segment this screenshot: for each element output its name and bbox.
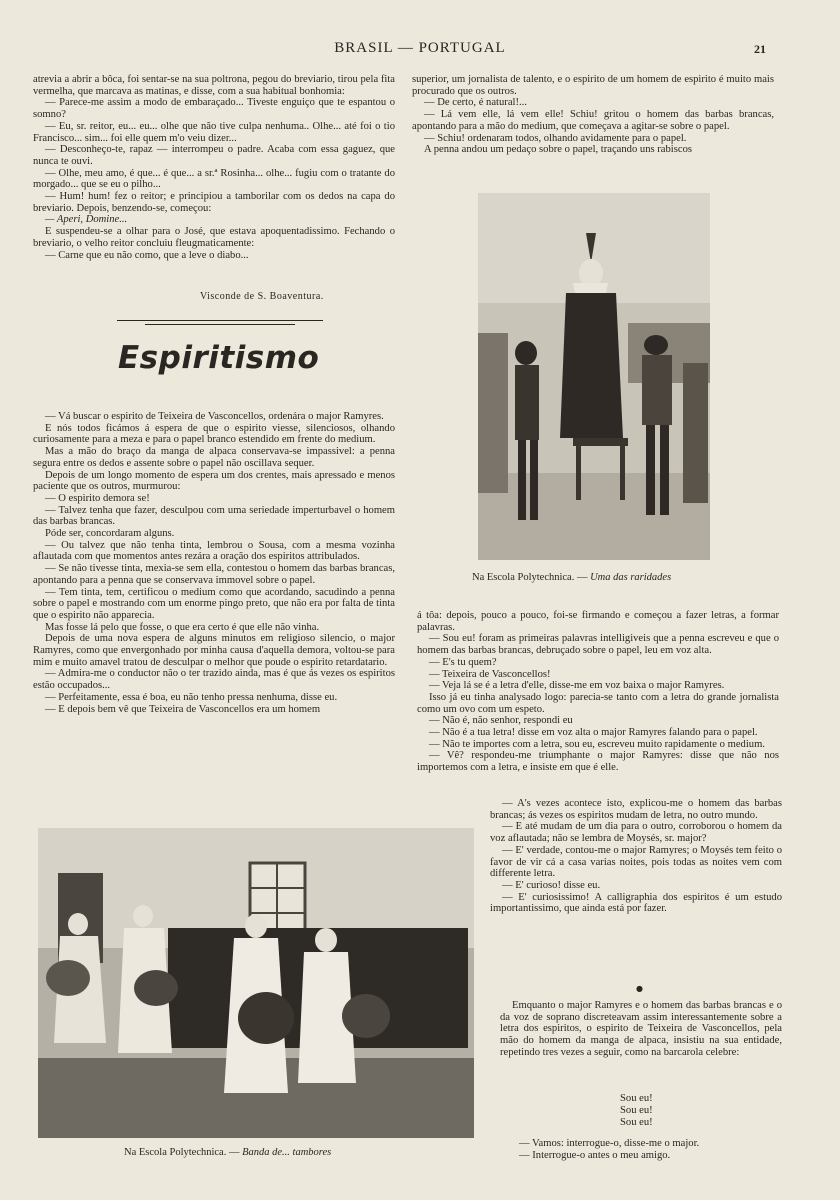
paragraph: A penna andou um pedaço sobre o papel, traçando uns rabiscos bbox=[424, 144, 692, 156]
paragraph: — Interrogue-o antes o meu amigo. bbox=[519, 1149, 671, 1161]
paragraph: — E até mudam de um dia para o outro, corroborou o homem da voz aflautada; não se lembra de Moysés, sr. major? bbox=[490, 821, 782, 845]
paragraph: — Schiu! ordenaram todos, olhando avidamente para o papel. bbox=[424, 132, 687, 144]
paragraph: — Olhe, meu amo, é que... é que... a sr.ª Rosinha... olhe... fugiu com o tratante do morgado... que se eu o pilho... bbox=[33, 167, 395, 191]
paragraph: — Tem tinta, tem, certificou o medium como que acordando, sacudindo a penna sobre o papel e mostrando com um enorme pingo preto, que não era por falta de tinta que o espirito não apparecia. bbox=[33, 586, 395, 621]
paragraph: — Se não tivesse tinta, mexia-se sem ella, contestou o homem das barbas brancas, apontando para a penna que se conservava immovel sobre o papel. bbox=[33, 563, 395, 586]
divider-rule bbox=[117, 320, 323, 321]
column-2-tail bbox=[519, 1138, 779, 1161]
paragraph: — A's vezes acontece isto, explicou-me o homem das barbas brancas; ás vezes os espiritos mudam de letra, no outro mundo. bbox=[490, 798, 782, 821]
photo-illustration bbox=[38, 828, 474, 1138]
paragraph: Isso já eu tinha analysado logo: parecia-se tanto com a letra do grande jornalista como um ovo com um espeto. bbox=[417, 691, 779, 715]
paragraph: — Desconheço-te, rapaz — interrompeu o padre. Acaba com essa gaguez, que nunca te ouvi. bbox=[33, 144, 395, 167]
paragraph: — Não é a tua letra! disse em voz alta o major Ramyres falando para o papel. bbox=[429, 727, 758, 739]
paragraph: — Eu, sr. reitor, eu... eu... olhe que não tive culpa nenhuma.. Olhe... até foi o tio Francisco... sim... foi elle quem m'o veiu dizer... bbox=[33, 120, 395, 144]
refrain-line: Sou eu! bbox=[620, 1117, 653, 1128]
section-ornament: ● bbox=[636, 984, 643, 993]
paragraph: — Aperi, Domine... bbox=[45, 214, 128, 226]
paragraph: — Não é, não senhor, respondi eu bbox=[429, 715, 573, 727]
paragraph: — Sou eu! foram as primeiras palavras intelligiveis que a penna escreveu e que o homem das barbas brancas, debruçado sobre o papel, leu em voz alta. bbox=[417, 633, 779, 657]
photo-wizard-costume bbox=[478, 193, 710, 560]
paragraph: — Veja lá se é a letra d'elle, disse-me em voz baixa o major Ramyres. bbox=[429, 680, 725, 692]
paragraph: — Vá buscar o espirito de Teixeira de Vasconcellos, ordenára o major Ramyres. bbox=[45, 411, 384, 422]
column-2-middle bbox=[417, 610, 779, 774]
paragraph: Depois de uma nova espera de alguns minutos em religioso silencio, o major Ramyres, como que envergonhado por minha causa d'aquella demora, voltou-se para mim e muito amavel tratou de desculpar o melhor que poude o espirito retardatario. bbox=[33, 633, 395, 668]
paragraph: — Teixeira de Vasconcellos! bbox=[429, 668, 551, 680]
column-1-main bbox=[33, 411, 395, 715]
author-signature: Visconde de S. Boaventura. bbox=[200, 291, 324, 302]
photo-caption-1 bbox=[472, 572, 732, 583]
photo-drum-band bbox=[38, 828, 474, 1138]
paragraph: — Vamos: interrogue-o, disse-me o major. bbox=[519, 1138, 700, 1149]
caption-place: Na Escola Polytechnica. — bbox=[124, 1147, 240, 1158]
page-number: 21 bbox=[754, 42, 766, 56]
paragraph: — Parece-me assim a modo de embaraçado... Tiveste enguiço que te espantou o somno? bbox=[33, 97, 395, 121]
column-2-after-ornament bbox=[500, 1000, 782, 1059]
paragraph: — Vê? respondeu-me triumphante o major Ramyres: disse que não nos importemos com a letra, e insiste em que é elle. bbox=[417, 750, 779, 774]
paragraph: — Hum! hum! fez o reitor; e principiou a tamborilar com os dedos na capa do breviario. Depois, benzendo-se, começou: bbox=[33, 191, 395, 214]
refrain bbox=[620, 1093, 653, 1129]
paragraph: — E' verdade, contou-me o major Ramyres; o Moysés tem feito o favor de vir cá a casa varias noites, pois todas as noites vem com differente letra. bbox=[490, 844, 782, 880]
paragraph: — Admira-me o conductor não o ter trazido ainda, mas é que ás vezes os espiritos estão occupados... bbox=[33, 668, 395, 692]
paragraph: — E's tu quem? bbox=[429, 656, 497, 668]
paragraph: Mas fosse lá pelo que fosse, o que era certo é que elle não vinha. bbox=[45, 621, 320, 633]
paragraph: — Ou talvez que não tenha tinta, lembrou o Sousa, com a mesma vozinha aflautada com que momentos antes rezára a oração dos espiritos attribulados. bbox=[33, 539, 395, 563]
paragraph: Mas a mão do braço da manga de alpaca conservava-se impassivel: a penna segura entre os dedos e assente sobre o papel não oscillava sequer. bbox=[33, 446, 395, 469]
paragraph: — Perfeitamente, essa é boa, eu não tenho pressa nenhuma, disse eu. bbox=[45, 691, 338, 703]
paragraph: superior, um jornalista de talento, e o espirito de um homem de espirito é muito mais procurado que os outros. bbox=[412, 74, 774, 97]
paragraph: — Talvez tenha que fazer, desculpou com uma seriedade imperturbavel o homem das barbas brancas. bbox=[33, 504, 395, 528]
paragraph: atrevia a abrir a bôca, foi sentar-se na sua poltrona, pegou do breviario, tirou pela fita vermelha, que marcava as matinas, e disse, com a sua habitual bonhomia: bbox=[33, 74, 395, 97]
paragraph: — De certo, é natural!... bbox=[424, 97, 527, 109]
paragraph: á tôa: depois, pouco a pouco, foi-se firmando e começou a fazer letras, a formar palavras. bbox=[417, 610, 779, 633]
article-heading: Espiritismo bbox=[118, 340, 320, 376]
caption-description: Uma das raridades bbox=[590, 572, 672, 583]
paragraph: E nós todos ficámos á espera de que o espirito viesse, silenciosos, olhando curiosamente para a meza e para o papel branco estendido em frente do medium. bbox=[33, 422, 395, 446]
paragraph: Emquanto o major Ramyres e o homem das barbas brancas e o da voz de soprano discreteavam assim interessantemente sobre a letra dos espiritos, o espirito de Teixeira de Vasconcellos, pela mão do homem da manga de alpaca, insistiu na sua entidade, repetindo tres vezes a seguir, como na barcarola celebre: bbox=[500, 1000, 782, 1058]
paragraph: — E' curiosissimo! A calligraphia dos espiritos é um estudo importantissimo, que ainda está por fazer. bbox=[490, 891, 782, 915]
refrain-line: Sou eu! bbox=[620, 1105, 653, 1116]
photo-illustration bbox=[478, 193, 710, 560]
column-1-top bbox=[33, 74, 395, 261]
page-header bbox=[30, 40, 810, 60]
column-2-top bbox=[412, 74, 774, 156]
divider-rule bbox=[145, 324, 295, 325]
paragraph: — Não te importes com a letra, sou eu, escreveu muito rapidamente o medium. bbox=[429, 738, 765, 750]
caption-description: Banda de... tambores bbox=[242, 1147, 332, 1158]
column-2-lower bbox=[490, 798, 782, 915]
paragraph: Póde ser, concordaram alguns. bbox=[45, 528, 175, 540]
paragraph: E suspendeu-se a olhar para o José, que estava apoquentadissimo. Fechando o breviario, o velho reitor concluiu fleugmaticamente: bbox=[33, 226, 395, 249]
paragraph: — E' curioso! disse eu. bbox=[502, 879, 601, 891]
caption-place: Na Escola Polytechnica. — bbox=[472, 572, 588, 583]
paragraph: — E depois bem vê que Teixeira de Vasconcellos era um homem bbox=[45, 703, 321, 715]
journal-title: BRASIL — PORTUGAL bbox=[334, 40, 506, 56]
paragraph: — Lá vem elle, lá vem elle! Schiu! gritou o homem das barbas brancas, apontando para a mão do medium, que começava a agitar-se sobre o papel. bbox=[412, 109, 774, 132]
paragraph: Depois de um longo momento de espera um dos crentes, mais apressado e menos paciente que os outros, murmurou: bbox=[33, 469, 395, 493]
refrain-line: Sou eu! bbox=[620, 1093, 653, 1104]
paragraph: — Carne que eu não como, que a leve o diabo... bbox=[45, 249, 249, 261]
paragraph: — O espirito demora se! bbox=[45, 492, 150, 504]
photo-caption-2 bbox=[124, 1147, 424, 1158]
